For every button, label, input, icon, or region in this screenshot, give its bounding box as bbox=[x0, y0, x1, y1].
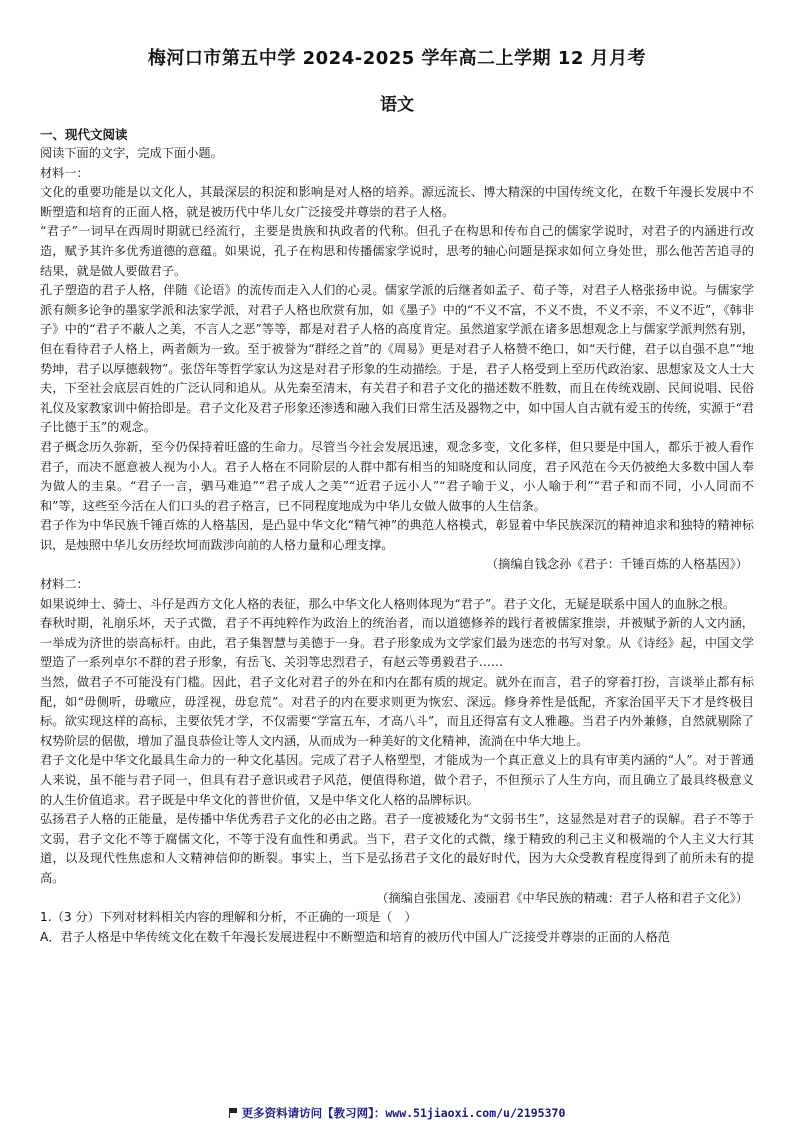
material-1-paragraph: 文化的重要功能是以文化人，其最深层的积淀和影响是对人格的培养。源远流长、博大精深的中国传统文化，在数千年漫长发展中不断塑造和培育的正面人格，就是被历代中华儿女广泛接受并尊崇的君子人格。 bbox=[40, 185, 754, 219]
material-2-paragraph: 弘扬君子人格的正能量，是传播中华优秀君子文化的必由之路。君子一度被矮化为“文弱书生”，这显然是对君子的误解。君子不等于文弱，君子文化不等于腐儒文化，不等于没有血性和勇武。当下，君子文化的式微，缘于精致的利己主义和极端的个人主义大行其道，以及现代性焦虑和人文精神信仰的断裂。事实上，当下是弘扬君子文化的最好时代，因为大众受教育程度得到了前所未有的提高。 bbox=[40, 812, 754, 885]
question-1-stem: 1.（3 分）下列对材料相关内容的理解和分析，不正确的一项是（ ） bbox=[40, 910, 417, 925]
material-1-paragraph: 君子概念历久弥新，至今仍保持着旺盛的生命力。尽管当今社会发展迅速，观念多变，文化多样，但只要是中国人，都乐于被人看作君子，而决不愿意被人视为小人。君子人格在不同阶层的人群中都有相当的知晓度和认同度，君子风范在今天仍被绝大多数中国人奉为做人的圭臬。“君子一言，驷马难追”“君子成人之美”“近君子远小人”“君子喻于义，小人喻于利”“君子和而不同，小人同而不和”等，这些至今活在人们口头的君子格言，已不同程度地成为中华儿女做人做事的人生信条。 bbox=[40, 439, 754, 513]
exam-title: 梅河口市第五中学 2024-2025 学年高二上学期 12 月月考 bbox=[147, 48, 647, 69]
material-2-paragraph: 君子文化是中华文化最具生命力的一种文化基因。完成了君子人格塑型，才能成为一个真正意义上的具有审美内涵的“人”。对于普通人来说，虽不能与君子同一，但具有君子意识或君子风范，便值得称道，做个君子，不但预示了人生方向，而且确立了最具终极意义的人生价值追求。君子既是中华文化的普世价值，又是中华文化人格的品牌标识。 bbox=[40, 753, 754, 807]
footer-link-text[interactable]: 更多资料请访问【教习网】：www.51jiaoxi.com/u/2195370 bbox=[241, 1106, 566, 1120]
material-1-source: （摘编自钱念孙《君子：千锤百炼的人格基因》） bbox=[485, 557, 748, 572]
material-2-source: （摘编自张国龙、凌丽君《中华民族的精魂：君子人格和君子文化》） bbox=[376, 890, 748, 905]
footer-banner[interactable] bbox=[0, 1105, 794, 1121]
section-heading: 一、现代文阅读 bbox=[40, 127, 128, 142]
material-2-paragraph: 如果说绅士、骑士、斗仔是西方文化人格的表征，那么中华文化人格则体现为“君子”。君子文化，无疑是联系中国人的血脉之根。 bbox=[40, 596, 735, 611]
material-1-paragraph: “君子”一词早在西周时期就已经流行，主要是贵族和执政者的代称。但孔子在构思和传布自己的儒家学说时，对君子的内涵进行改造，赋予其许多优秀道德的意蕴。如果说，孔子在构思和传播儒家学说时，思考的轴心问题是探求如何立身处世，那么他苦苦追寻的结果，就是做人要做君子。 bbox=[40, 224, 754, 278]
reading-body bbox=[40, 144, 754, 908]
material-1-label: 材料一： bbox=[40, 165, 89, 180]
material-2-paragraph: 当然，做君子不可能没有门槛。因此，君子文化对君子的外在和内在都有质的规定。就外在而言，君子的穿着打扮，言谈举止都有标配，如“毋侧听，毋噭应，毋淫视，毋怠荒”。对君子的内在要求则更为恢宏、深远。修身养性是低配，齐家治国平天下才是终极目标。欲实现这样的高标，主要依凭才学，不仅需要“学富五车，才高八斗”，而且还得富有文人雅趣。当君子内外兼修，自然就剔除了权势阶层的倨傲，增加了温良恭俭让等人文内涵，从而成为一种美好的文化精神，流淌在中华大地上。 bbox=[40, 675, 754, 748]
reading-instruction: 阅读下面的文字，完成下面小题。 bbox=[40, 146, 223, 160]
material-1-paragraph: 君子作为中华民族千锤百炼的人格基因，是凸显中华文化“精气神”的典范人格模式，彰显着中华民族深沉的精神追求和独特的精神标识，是烛照中华儿女历经坎坷而跋涉向前的人格力量和心理支撑。 bbox=[40, 518, 754, 552]
question-1-option-a: A．君子人格是中华传统文化在数千年漫长发展进程中不断塑造和培育的被历代中国人广泛接受并尊崇的正面的人格范 bbox=[40, 929, 670, 944]
material-2-label: 材料二： bbox=[40, 577, 89, 592]
flag-icon bbox=[229, 1108, 238, 1118]
material-2-paragraph: 春秋时期，礼崩乐坏，天子式微，君子不再纯粹作为政治上的统治者，而以道德修养的践行者被儒家推崇，并被赋予新的人文内涵，一举成为济世的崇高标杆。由此，君子集智慧与美德于一身。君子形象成为文学家们最为迷恋的书写对象。从《诗经》起，中国文学塑造了一系列卓尔不群的君子形象，有岳飞、关羽等忠烈君子，有赵云等勇毅君子…… bbox=[40, 616, 754, 670]
material-1-paragraph: 孔子塑造的君子人格，伴随《论语》的流传而走入人们的心灵。儒家学派的后继者如孟子、荀子等，对君子人格张扬申说。与儒家学派有颇多论争的墨家学派和法家学派，对君子人格也欣赏有加，如《墨子》中的“不义不富，不义不贵，不义不亲，不义不近”，《韩非子》中的“君子不蔽人之美，不言人之恶”等等，都是对君子人格的高度肯定。虽然道家学派在诸多思想观念上与儒家学派判然有别，但在看待君子人格上，两者颇为一致。至于被誉为“群经之首”的《周易》更是对君子人格赞不绝口，如“天行健，君子以自强不息”“地势坤，君子以厚德载物”。张岱年等哲学家认为这是对君子形象的生动描绘。于是，君子人格受到上至历代政治家、思想家及文人士大夫，下至社会底层百姓的广泛认同和追从。从先秦至清末，有关君子和君子文化的描述数不胜数，而且在传统戏剧、民间说唱、民俗礼仪及家教家训中俯拾即是。君子文化及君子形象还渗透和融入我们日常生活及器物之中，如中国人自古就有爱玉的传统，实源于“君子比德于玉”的观念。 bbox=[40, 283, 754, 435]
exam-subject: 语文 bbox=[380, 95, 414, 115]
